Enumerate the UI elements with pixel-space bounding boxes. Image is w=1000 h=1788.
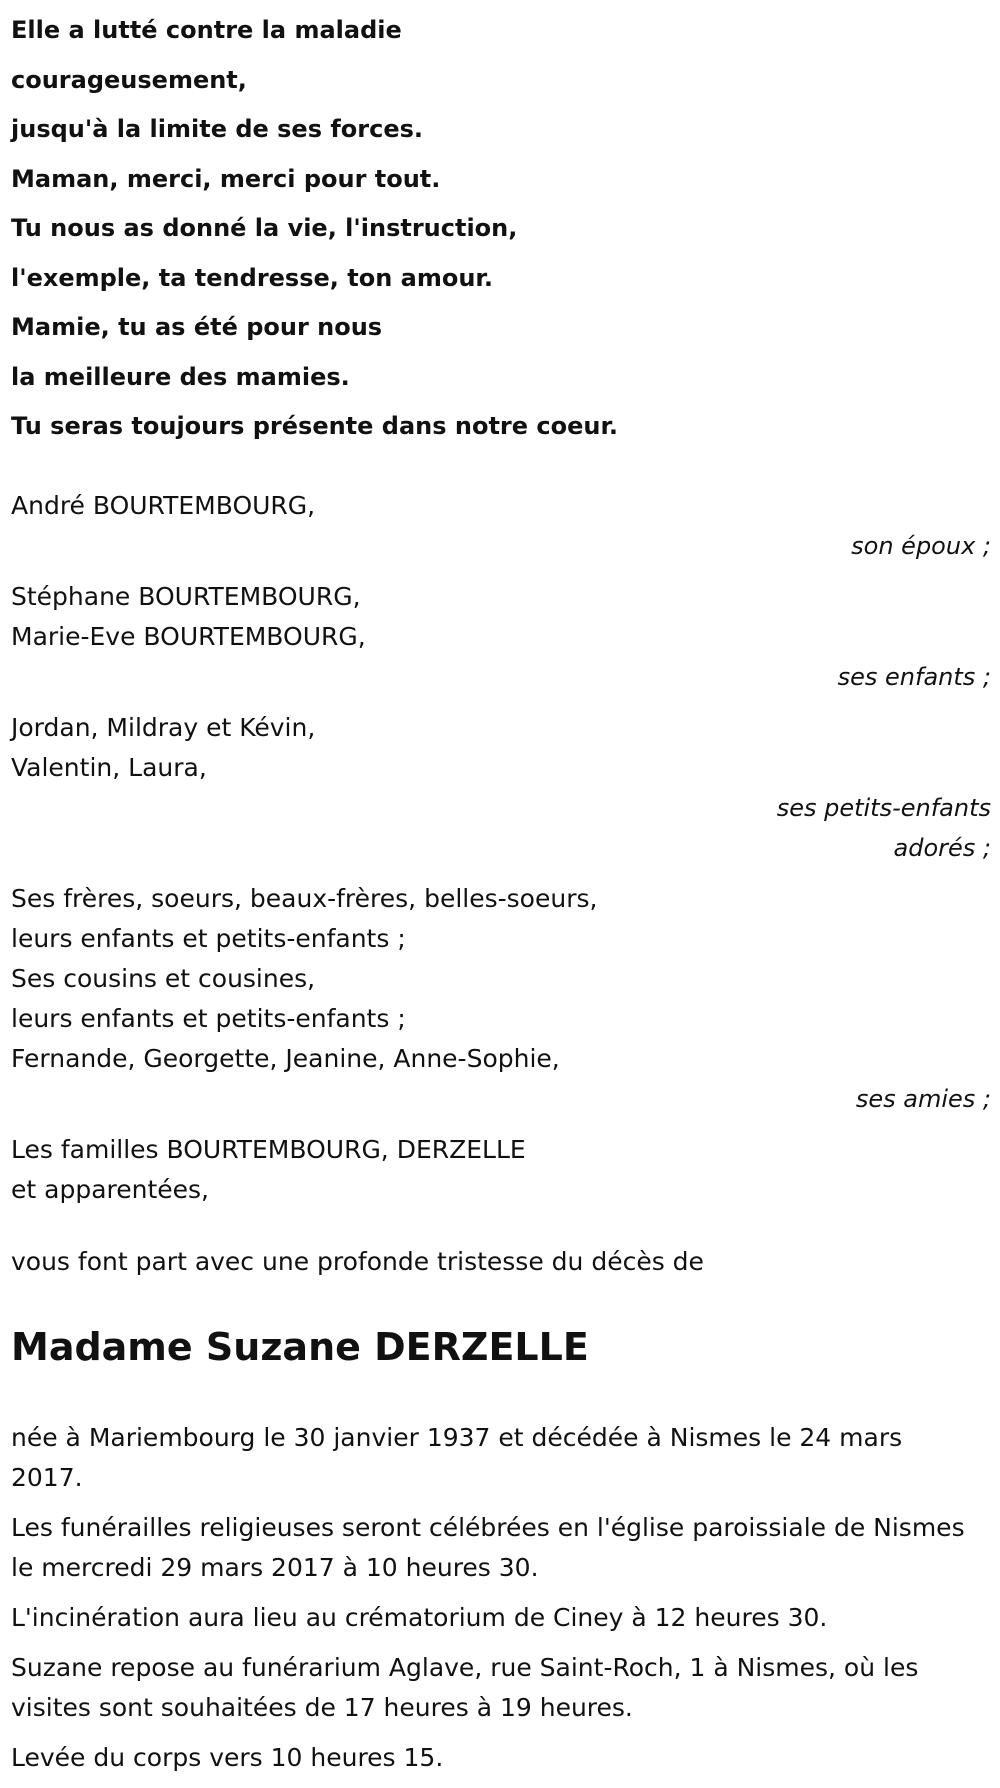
family-name: Marie-Eve BOURTEMBOURG, (11, 621, 366, 651)
detail-paragraph: Levée du corps vers 10 heures 15. (11, 1742, 444, 1772)
family-name: Valentin, Laura, (11, 752, 207, 782)
obituary-page (11, 0, 991, 1788)
detail-paragraph: Les funérailles religieuses seront célébrées en l'église paroissiale de Nismes le mercredi 29 mars 2017 à 10 heures 30. (11, 1512, 965, 1582)
family-block-spouse (11, 486, 991, 566)
family-list (11, 486, 991, 1210)
poem (11, 0, 991, 452)
poem-line: Tu seras toujours présente dans notre coeur. (11, 412, 619, 440)
funeral-details (11, 1418, 991, 1778)
poem-line: Maman, merci, merci pour tout. (11, 164, 441, 193)
family-relation: ses amies ; (855, 1084, 991, 1113)
family-name: Stéphane BOURTEMBOURG, (11, 581, 361, 611)
poem-line: Elle a lutté contre la maladie (11, 16, 402, 44)
family-name: et apparentées, (11, 1174, 209, 1204)
poem-line: Tu nous as donné la vie, l'instruction, (11, 214, 518, 242)
family-name: Les familles BOURTEMBOURG, DERZELLE (11, 1134, 526, 1164)
family-name: André BOURTEMBOURG, (11, 490, 316, 520)
family-relation: son époux ; (851, 531, 991, 560)
family-name: leurs enfants et petits-enfants ; (11, 1003, 406, 1033)
family-block-relatives (11, 879, 991, 1119)
family-relation: ses petits-enfants (776, 793, 991, 822)
poem-line: jusqu'à la limite de ses forces. (11, 115, 424, 143)
family-name: Ses cousins et cousines, (11, 963, 316, 993)
poem-line: la meilleure des mamies. (11, 362, 350, 391)
family-name: Jordan, Mildray et Kévin, (11, 712, 316, 742)
detail-paragraph: Suzane repose au funérarium Aglave, rue Saint-Roch, 1 à Nismes, où les visites sont souhaitées de 17 heures à 19 heures. (11, 1652, 919, 1722)
family-name: leurs enfants et petits-enfants ; (11, 923, 406, 953)
family-block-children (11, 577, 991, 697)
deceased-name: Madame Suzane DERZELLE (11, 1324, 589, 1369)
detail-paragraph: L'incinération aura lieu au crématorium de Ciney à 12 heures 30. (11, 1602, 828, 1632)
poem-line: courageusement, (11, 65, 247, 94)
family-name: Fernande, Georgette, Jeanine, Anne-Sophie, (11, 1043, 560, 1073)
announcement-intro: vous font part avec une profonde tristesse du décès de (11, 1246, 704, 1276)
family-block-families (11, 1130, 991, 1210)
detail-paragraph: née à Mariembourg le 30 janvier 1937 et décédée à Nismes le 24 mars 2017. (11, 1422, 903, 1492)
poem-line: l'exemple, ta tendresse, ton amour. (11, 263, 493, 292)
family-block-grandchildren (11, 708, 991, 868)
family-relation: adorés ; (893, 833, 991, 862)
family-relation: ses enfants ; (837, 662, 991, 691)
poem-line: Mamie, tu as été pour nous (11, 313, 383, 341)
family-name: Ses frères, soeurs, beaux-frères, belles-soeurs, (11, 883, 598, 913)
